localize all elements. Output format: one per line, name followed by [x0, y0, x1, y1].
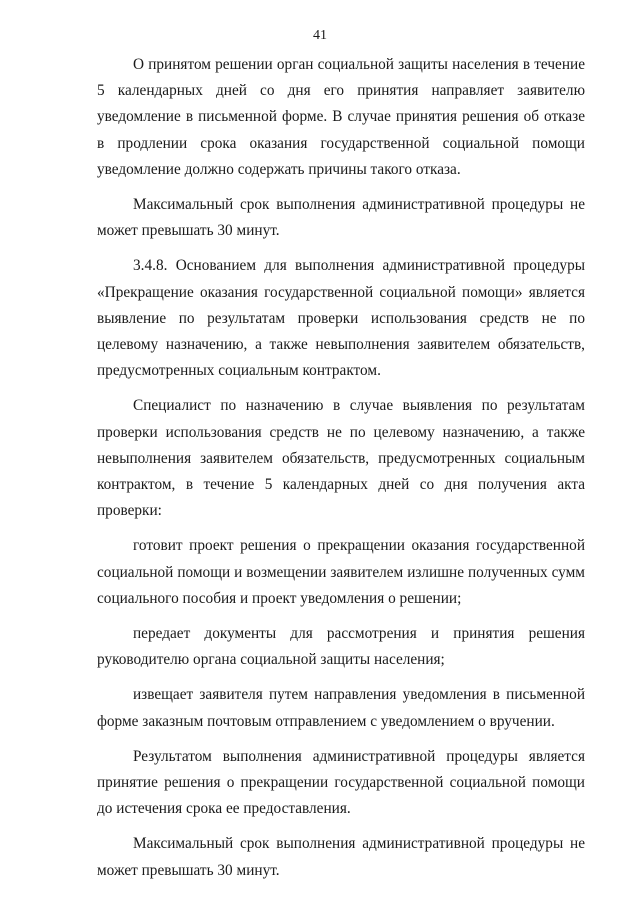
paragraph: Специалист по назначению в случае выявления по результатам проверки использования средств не по целевому назначению, а также невыполнения заявителем обязательств, предусмотренных социальным контрактом, в течение 5 календарных дней со дня получения акта проверки: — [97, 397, 585, 520]
document-body — [97, 52, 585, 893]
list-item: извещает заявителя путем направления уведомления в письменной форме заказным почтовым отправлением с уведомлением о вручении. — [97, 686, 585, 730]
paragraph: Максимальный срок выполнения административной процедуры не может превышать 30 минут. — [97, 835, 585, 879]
list-item: передает документы для рассмотрения и принятия решения руководителю органа социальной защиты населения; — [97, 625, 585, 669]
page-number: 41 — [313, 28, 327, 43]
paragraph: Результатом выполнения административной процедуры является принятие решения о прекращении государственной социальной помощи до истечения срока ее предоставления. — [97, 747, 585, 818]
paragraph: 3.4.8. Основанием для выполнения административной процедуры «Прекращение оказания государственной социальной помощи» является выявление по результатам проверки использования средств не по целевому назначению, а также невыполнения заявителем обязательств, предусмотренных социальным контрактом. — [97, 257, 585, 380]
list-item: готовит проект решения о прекращении оказания государственной социальной помощи и возмещении заявителем излишне полученных сумм социального пособия и проект уведомления о решении; — [97, 537, 585, 607]
paragraph: Максимальный срок выполнения административной процедуры не может превышать 30 минут. — [97, 196, 585, 240]
paragraph: О принятом решении орган социальной защиты населения в течение 5 календарных дней со дня его принятия направляет заявителю уведомление в письменной форме. В случае принятия решения об отказе в продлении срока оказания государственной социальной помощи уведомление должно содержать причины такого отказа. — [97, 56, 585, 178]
